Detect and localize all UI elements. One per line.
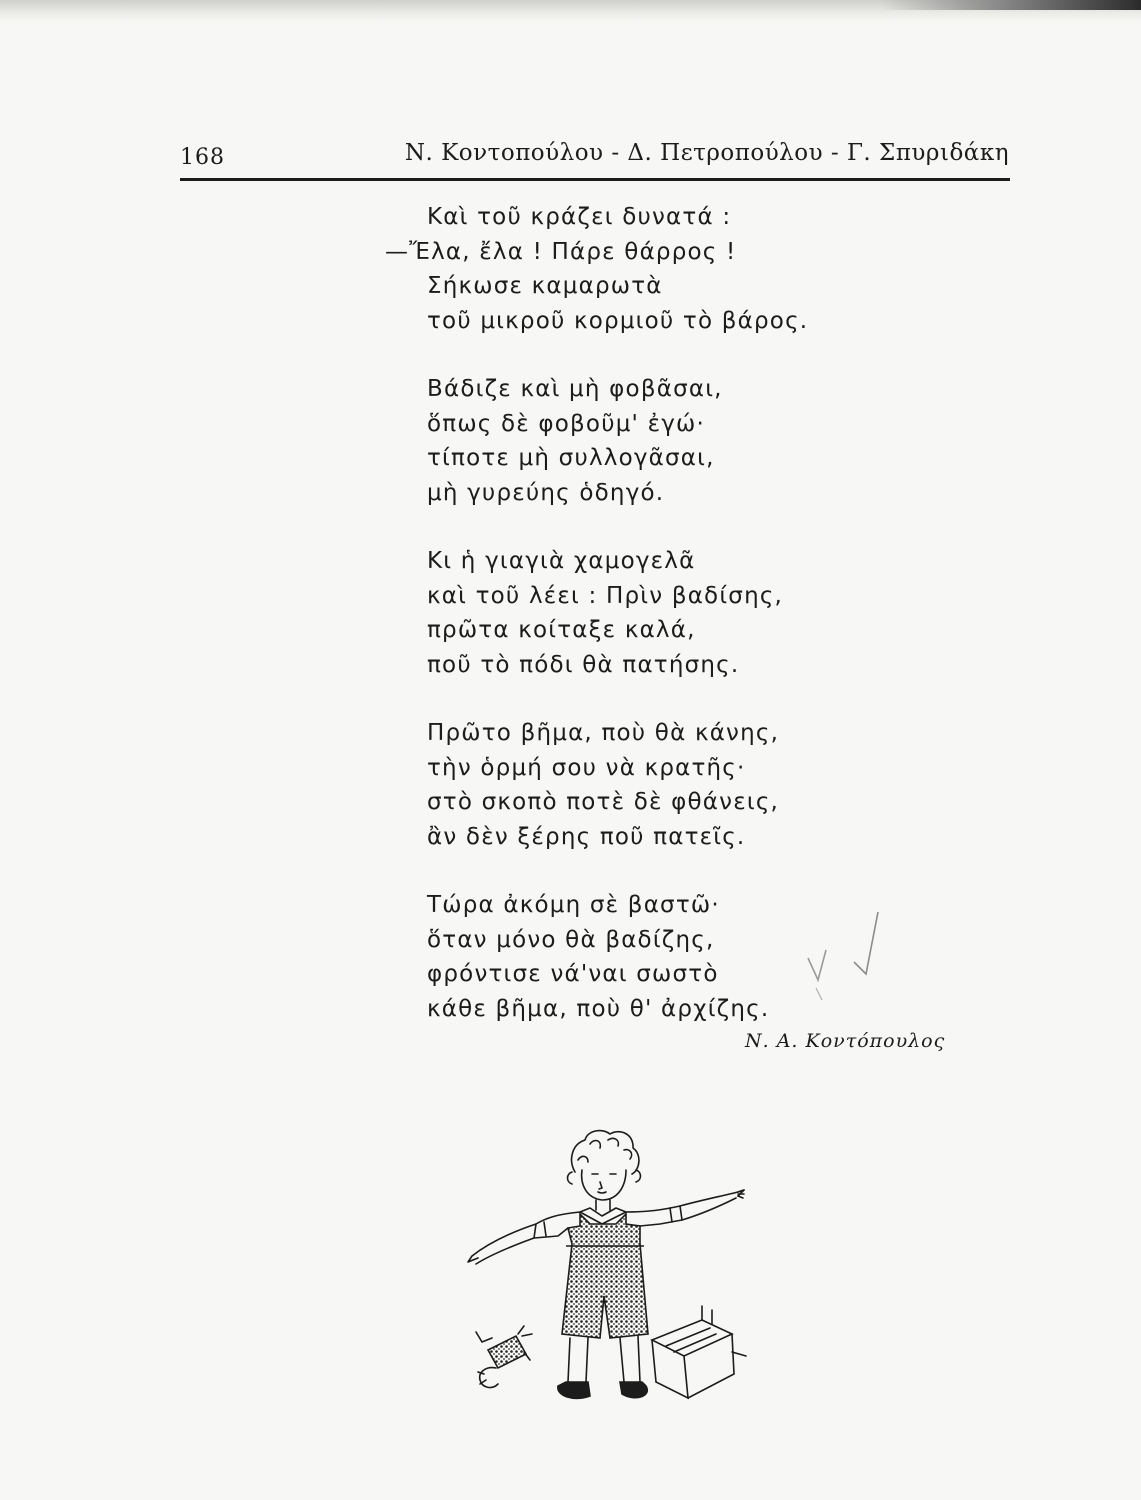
poem-line: Πρῶτο βῆμα, ποὺ θὰ κάνης,: [427, 720, 780, 746]
poem-line: Βάδιζε καὶ μὴ φοβᾶσαι,: [427, 376, 723, 402]
pencil-check-marks: [790, 900, 900, 1010]
child-walking-illustration: [440, 1120, 800, 1420]
poem-line: τίποτε μὴ συλλογᾶσαι,: [427, 445, 715, 471]
poem-line: πρῶτα κοίταξε καλά,: [427, 617, 696, 643]
poem-line: ποῦ τὸ πόδι θὰ πατήσης.: [427, 651, 740, 678]
poem-line: φρόντισε νά'ναι σωστὸ: [427, 961, 719, 987]
poem-line: καὶ τοῦ λέει : Πρὶν βαδίσης,: [427, 582, 784, 609]
author-signature: Ν. Α. Κοντόπουλος: [745, 1030, 946, 1052]
poem-line: Τώρα ἀκόμη σὲ βαστῶ·: [427, 892, 720, 918]
header-rule: [180, 178, 1010, 181]
stanza: [385, 716, 905, 854]
poem-line: ὅπως δὲ φοβοῦμ' ἐγώ·: [427, 410, 705, 437]
stanza: [385, 200, 905, 338]
stanza: [385, 544, 905, 682]
poem-line: ὅταν μόνο θὰ βαδίζης,: [427, 926, 715, 953]
poem-line: ἂν δὲν ξέρης ποῦ πατεῖς.: [427, 823, 746, 850]
running-head: Ν. Κοντοπούλου - Δ. Πετροπούλου - Γ. Σπυριδάκη: [404, 140, 1009, 166]
poem-line: —Ἔλα, ἔλα ! Πάρε θάρρος !: [385, 238, 737, 265]
poem-line: μὴ γυρεύης ὁδηγό.: [427, 479, 665, 506]
poem-line: στὸ σκοπὸ ποτὲ δὲ φθάνεις,: [427, 789, 780, 815]
poem-line: Κι ἡ γιαγιὰ χαμογελᾶ: [427, 548, 696, 574]
page-number: 168: [180, 145, 225, 170]
poem-line: κάθε βῆμα, ποὺ θ' ἀρχίζης.: [427, 995, 770, 1022]
poem-line: Καὶ τοῦ κράζει δυνατά :: [427, 204, 732, 230]
poem-line: τὴν ὁρμή σου νὰ κρατῆς·: [427, 754, 746, 781]
poem-line: τοῦ μικροῦ κορμιοῦ τὸ βάρος.: [427, 307, 809, 334]
stanza: [385, 372, 905, 510]
scan-corner-shadow: [881, 0, 1141, 10]
poem-line: Σήκωσε καμαρωτὰ: [427, 273, 663, 299]
